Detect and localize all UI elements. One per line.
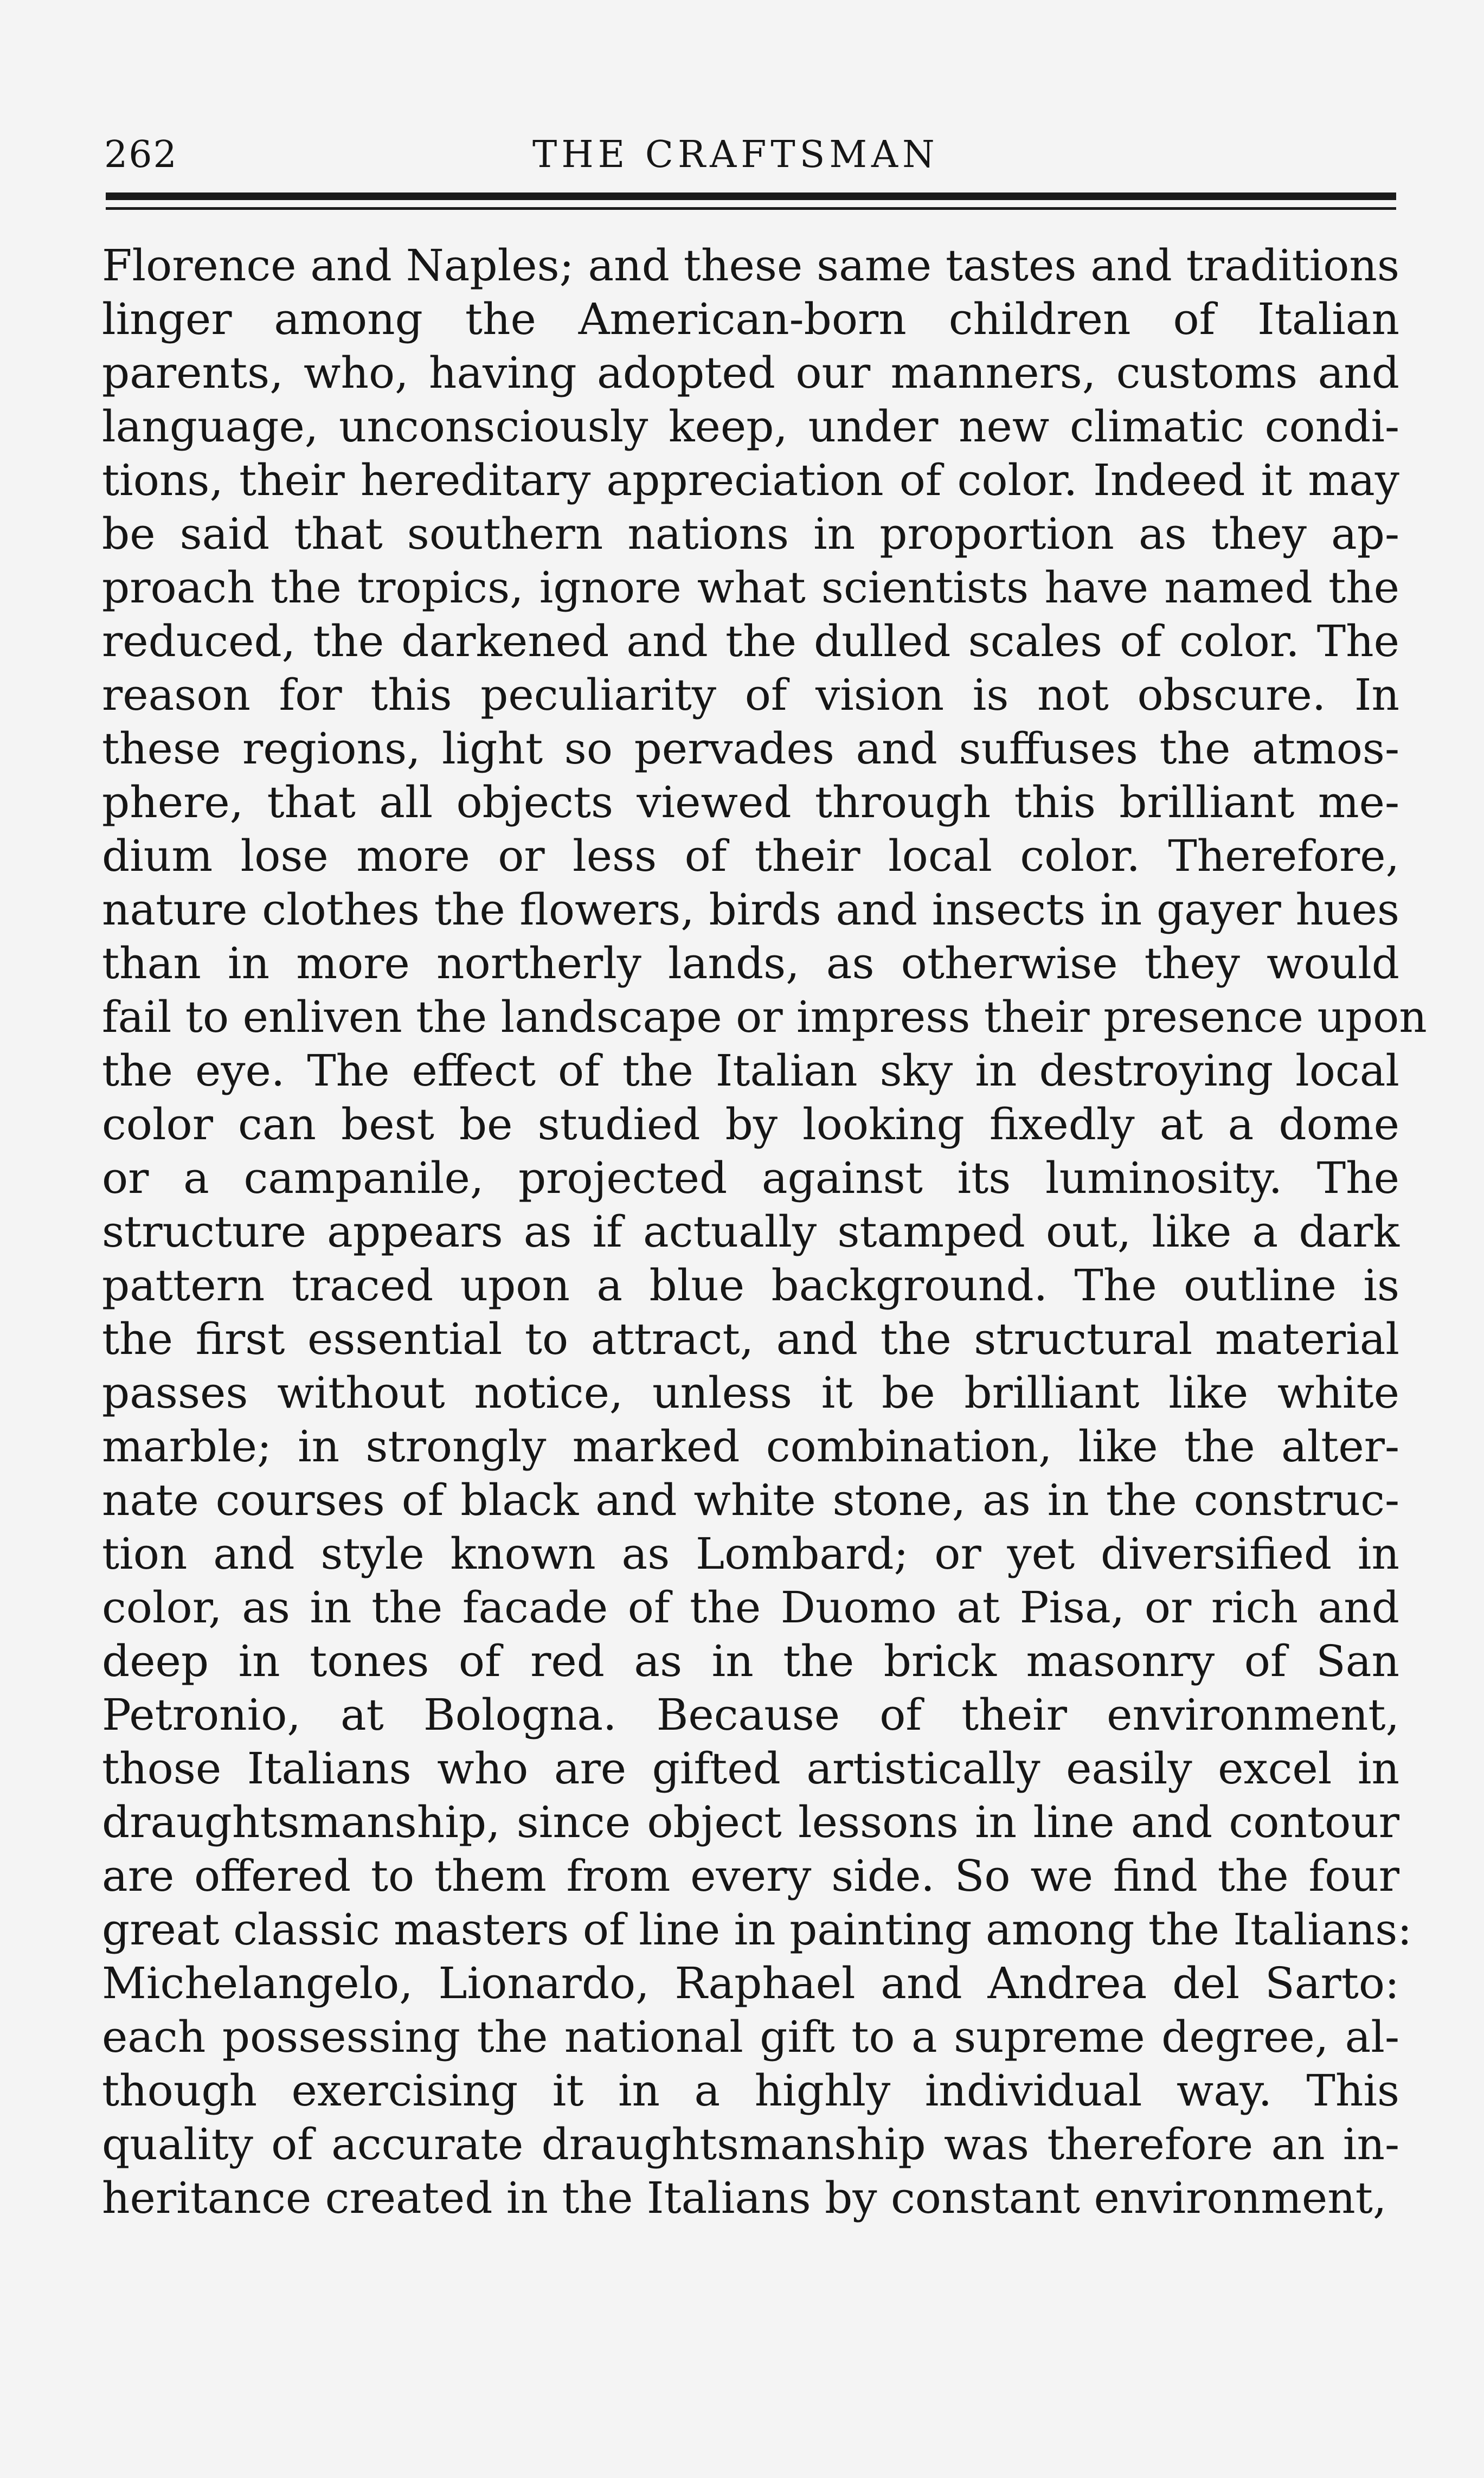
text-line: tions, their hereditary appreciation of color. Indeed it may	[102, 455, 1399, 505]
text-line: phere, that all objects viewed through this brilliant me-	[102, 777, 1399, 827]
header-rule-thin	[106, 207, 1396, 210]
text-line: great classic masters of line in painting among the Italians:	[102, 1904, 1412, 1955]
text-line: draughtsmanship, since object lessons in line and contour	[102, 1797, 1399, 1847]
page-number: 262	[104, 133, 178, 176]
text-line: Michelangelo, Lionardo, Raphael and Andrea del Sarto:	[102, 1958, 1399, 2008]
text-line: parents, who, having adopted our manners, customs and	[102, 348, 1399, 398]
running-title: THE CRAFTSMAN	[532, 133, 939, 176]
text-line: Petronio, at Bologna. Because of their environment,	[102, 1690, 1399, 1740]
text-line: structure appears as if actually stamped out, like a dark	[102, 1206, 1399, 1257]
text-line: nate courses of black and white stone, as in the construc-	[102, 1475, 1399, 1525]
text-line: language, unconsciously keep, under new climatic condi-	[102, 401, 1399, 452]
text-line: each possessing the national gift to a supreme degree, al-	[102, 2012, 1399, 2062]
text-line: color can best be studied by looking fixedly at a dome	[102, 1099, 1399, 1150]
text-line: be said that southern nations in proportion as they ap-	[102, 509, 1399, 559]
text-line: passes without notice, unless it be brilliant like white	[102, 1368, 1399, 1418]
text-line: reason for this peculiarity of vision is not obscure. In	[102, 670, 1399, 720]
text-line: linger among the American-born children of Italian	[102, 294, 1399, 344]
text-line: though exercising it in a highly individual way. This	[102, 2065, 1399, 2116]
text-line: or a campanile, projected against its luminosity. The	[102, 1153, 1399, 1203]
text-line: nature clothes the flowers, birds and insects in gayer hues	[102, 884, 1399, 935]
text-line: these regions, light so pervades and suffuses the atmos-	[102, 723, 1399, 774]
text-line: tion and style known as Lombard; or yet diversified in	[102, 1529, 1399, 1579]
text-line: pattern traced upon a blue background. The outline is	[102, 1260, 1399, 1311]
text-line: deep in tones of red as in the brick masonry of San	[102, 1636, 1399, 1686]
text-line: than in more northerly lands, as otherwise they would	[102, 938, 1399, 988]
body-text	[102, 239, 1427, 2225]
text-line: color, as in the facade of the Duomo at Pisa, or rich and	[102, 1582, 1399, 1633]
text-line: heritance created in the Italians by constant environment,	[102, 2173, 1387, 2223]
page-header	[104, 125, 1397, 184]
header-rule-thick	[106, 192, 1396, 200]
text-line: the first essential to attract, and the structural material	[102, 1314, 1399, 1364]
text-line: marble; in strongly marked combination, like the alter-	[102, 1421, 1399, 1472]
text-line: Florence and Naples; and these same tastes and traditions	[102, 240, 1399, 291]
text-line: reduced, the darkened and the dulled scales of color. The	[102, 616, 1399, 666]
text-line: fail to enliven the landscape or impress their presence upon	[102, 992, 1427, 1042]
text-line: the eye. The effect of the Italian sky in destroying local	[102, 1045, 1399, 1096]
text-line: proach the tropics, ignore what scientists have named the	[102, 562, 1399, 613]
text-line: dium lose more or less of their local color. Therefore,	[102, 831, 1399, 881]
text-line: those Italians who are gifted artistically easily excel in	[102, 1743, 1399, 1794]
text-line: quality of accurate draughtsmanship was therefore an in-	[102, 2119, 1399, 2169]
text-line: are offered to them from every side. So we find the four	[102, 1851, 1399, 1901]
